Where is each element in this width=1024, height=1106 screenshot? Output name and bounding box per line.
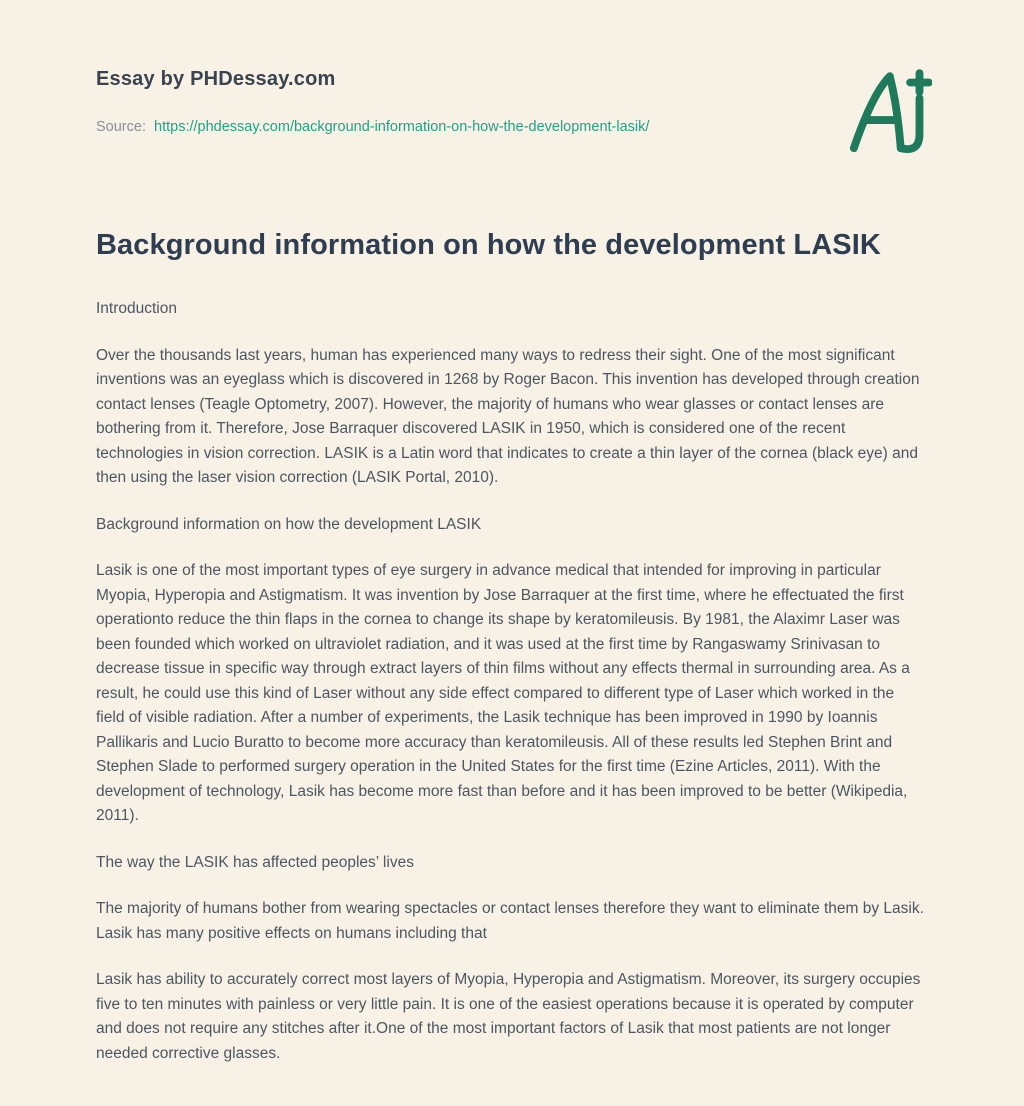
phdessay-a-plus-logo-icon [846,66,932,160]
paragraph-eyeglass-history: Over the thousands last years, human has experienced many ways to redress their sight. One of the most significant inventions was an eyeglass which is discovered in 1268 by Roger Bacon. This invention has developed through creation contact lenses (Teagle Optometry, 2007). However, the majority of humans who wear glasses or contact lenses are bothering from it. Therefore, Jose Barraquer discovered LASIK in 1950, which is considered one of the recent technologies in vision correction. LASIK is a Latin word that indicates to create a thin layer of the cornea (black eye) and then using the laser vision correction (LASIK Portal, 2010). [96,346,920,487]
brand-title: Essay by PHDessay.com [96,68,336,90]
section-heading-background-information: Background information on how the development LASIK [96,515,482,533]
paragraph-lasik-development: Lasik is one of the most important types of eye surgery in advance medical that intended for improving in particular Myopia, Hyperopia and Astigmatism. It was invention by Jose Barraquer at the first time, where he effectuated the first operationto reduce the thin flaps in the cornea to change its shape by keratomileusis. By 1981, the Alaximr Laser was been founded which worked on ultraviolet radiation, and it was used at the first time by Rangaswamy Srinivasan to decrease tissue in specific way through extract layers of thin films without any effects thermal in surrounding area. As a result, he could use this kind of Laser without any side effect compared to different type of Laser which worked in the field of visible radiation. After a number of experiments, the Lasik technique has been improved in 1990 by Ioannis Pallikaris and Lucio Buratto to become more accuracy than keratomileusis. All of these results led Stephen Brint and Stephen Slade to performed surgery operation in the United States for the first time (Ezine Articles, 2011). With the development of technology, Lasik has become more fast than before and it has been improved to be better (Wikipedia, 2011). [96,562,910,825]
section-heading-introduction: Introduction [96,300,177,318]
source-label: Source: [96,119,146,135]
source-url-link[interactable]: https://phdessay.com/background-information-on-how-the-development-lasik/ [154,119,650,135]
paragraph-lasik-positive-effects: The majority of humans bother from wearing spectacles or contact lenses therefore they want to eliminate them by Lasik. Lasik has many positive effects on humans including that [96,900,924,942]
section-heading-lasik-affected-lives: The way the LASIK has affected peoples’ lives [96,853,414,871]
paragraph-lasik-ability: Lasik has ability to accurately correct most layers of Myopia, Hyperopia and Astigmatism. Moreover, its surgery occupies five to ten minutes with painless or very little pain. It is one of the easiest operations because it is operated by computer and does not require any stitches after it.One of the most important factors of Lasik that most patients are not longer needed corrective glasses. [96,971,921,1062]
essay-content [96,297,928,1066]
source-line [96,119,928,135]
essay-title: Background information on how the development LASIK [96,229,881,261]
